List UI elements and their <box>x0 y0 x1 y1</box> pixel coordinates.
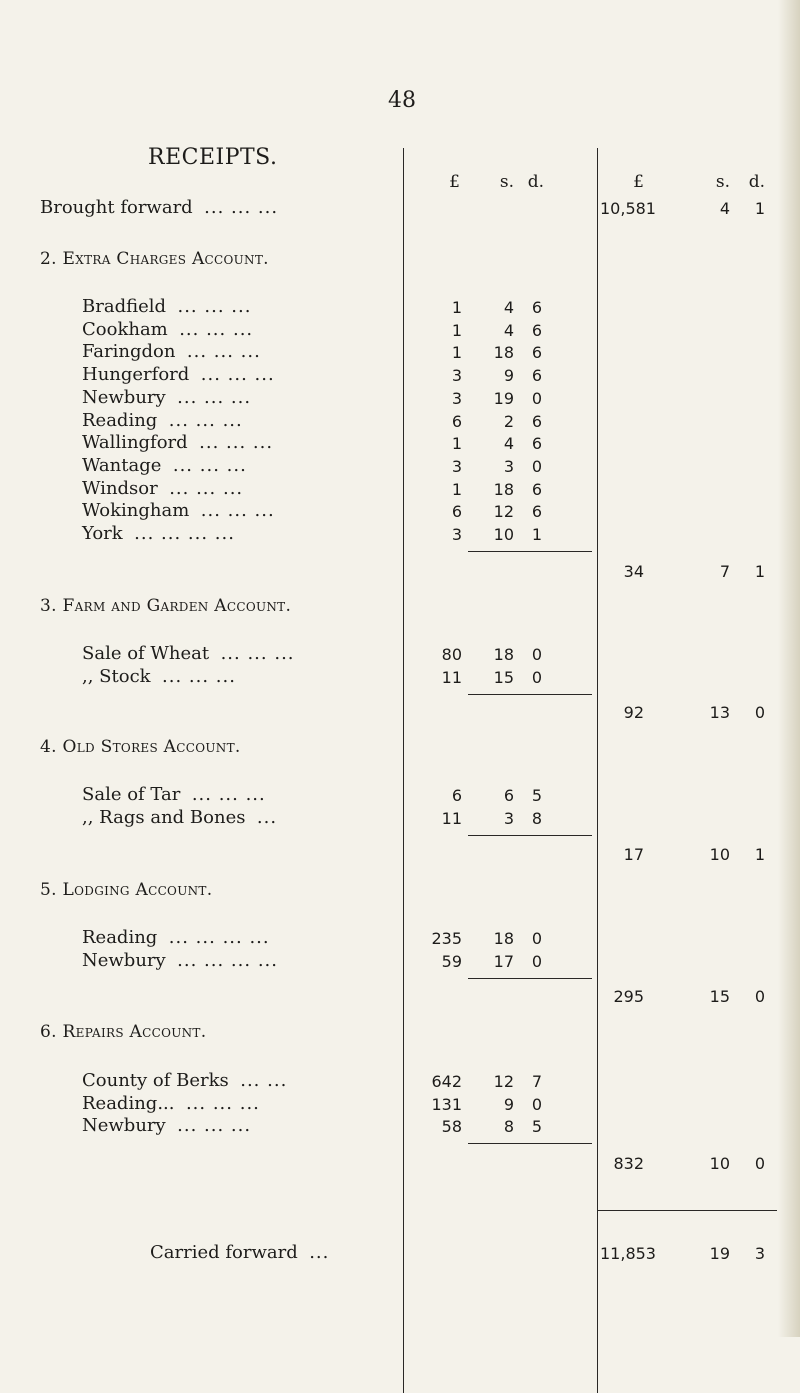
ledger-row <box>82 432 273 453</box>
ledger-row-label: County of Berks <box>82 1070 229 1091</box>
section-title-text: Farm and Garden Account. <box>62 596 292 616</box>
ledger-row-amount-pence: 6 <box>531 480 542 499</box>
ledger-row-amount-pounds: 1 <box>451 298 462 317</box>
ledger-row-leader-dots: ... ... ... ... <box>177 950 278 971</box>
ledger-row-amount-pence: 6 <box>531 412 542 431</box>
ledger-row <box>82 364 275 385</box>
ledger-row-label: Sale of Wheat <box>82 643 210 664</box>
ledger-row-amount-pence: 6 <box>531 321 542 340</box>
section-number: 3. <box>40 596 57 616</box>
ledger-row-label: Wallingford <box>82 432 188 453</box>
brought-forward-total-pounds: 10,581 <box>600 199 656 218</box>
brought-forward-total-pence: 1 <box>754 199 765 218</box>
section-total-pence: 0 <box>754 987 765 1006</box>
section-total-pence: 0 <box>754 703 765 722</box>
ledger-row-amount-pounds: 11 <box>441 668 462 687</box>
ledger-row-amount-pence: 0 <box>531 929 542 948</box>
ledger-row-amount-pounds: 6 <box>451 412 462 431</box>
ledger-row-amount-pounds: 3 <box>451 457 462 476</box>
ledger-row-label: Faringdon <box>82 341 176 362</box>
ledger-row-amount-shillings: 18 <box>493 929 514 948</box>
ledger-row <box>82 410 243 431</box>
ledger-row-label: ,, Stock <box>82 666 151 687</box>
ledger-row-label: Newbury <box>82 387 166 408</box>
ledger-row-amount-pounds: 1 <box>451 434 462 453</box>
ledger-row-leader-dots: ... ... ... <box>177 1115 252 1136</box>
ledger-row-amount-shillings: 2 <box>503 412 514 431</box>
ledger-row-label: Wantage <box>82 455 162 476</box>
ledger-row-amount-pounds: 131 <box>431 1095 462 1114</box>
section-title-4 <box>40 737 241 757</box>
section-title-3 <box>40 596 291 616</box>
ledger-row-amount-pounds: 1 <box>451 480 462 499</box>
subtotal-rule <box>468 551 592 552</box>
section-title-5 <box>40 880 212 900</box>
ledger-row <box>82 807 277 828</box>
carried-forward-row-label: Carried forward <box>150 1242 298 1263</box>
ledger-row-amount-pence: 0 <box>531 952 542 971</box>
inner-pounds-header: £ <box>449 172 460 192</box>
ledger-row-amount-pounds: 235 <box>431 929 462 948</box>
ledger-row-leader-dots: ... ... ... <box>220 643 295 664</box>
carried-forward-total-pence: 3 <box>754 1244 765 1263</box>
section-total-pounds: 17 <box>623 845 644 864</box>
ledger-row-amount-pounds: 11 <box>441 809 462 828</box>
ledger-row <box>82 296 251 317</box>
carried-forward-total-pounds: 11,853 <box>600 1244 656 1263</box>
ledger-row-label: Sale of Tar <box>82 784 181 805</box>
ledger-row-leader-dots: ... ... ... <box>177 387 252 408</box>
ledger-row-amount-shillings: 12 <box>493 502 514 521</box>
ledger-row-leader-dots: ... ... ... <box>185 1093 260 1114</box>
section-total-shillings: 7 <box>719 562 730 581</box>
ledger-row-amount-pence: 0 <box>531 645 542 664</box>
ledger-row <box>82 523 235 544</box>
inner-column-rule <box>403 148 404 1393</box>
ledger-row-amount-pence: 6 <box>531 366 542 385</box>
ledger-row-leader-dots: ... ... ... <box>200 500 275 521</box>
ledger-row-amount-shillings: 4 <box>503 434 514 453</box>
ledger-row-amount-pounds: 6 <box>451 786 462 805</box>
ledger-row <box>82 784 266 805</box>
ledger-row <box>82 643 295 664</box>
section-title-2 <box>40 249 269 269</box>
subtotal-rule <box>468 1143 592 1144</box>
ledger-row-leader-dots: ... ... ... ... <box>168 927 270 948</box>
page-edge-shading <box>778 0 800 1337</box>
ledger-row-leader-dots: ... ... ... <box>162 666 236 687</box>
ledger-row-amount-pence: 0 <box>531 668 542 687</box>
section-total-pounds: 832 <box>613 1154 644 1173</box>
section-number: 6. <box>40 1022 57 1042</box>
ledger-row-amount-pounds: 80 <box>441 645 462 664</box>
ledger-row <box>82 666 236 687</box>
ledger-row-amount-shillings: 12 <box>493 1072 514 1091</box>
ledger-row-amount-shillings: 10 <box>493 525 514 544</box>
ledger-row-amount-shillings: 19 <box>493 389 514 408</box>
carried-forward-row-leader-dots: ... <box>309 1242 330 1263</box>
section-total-pence: 1 <box>754 562 765 581</box>
section-title-6 <box>40 1022 206 1042</box>
ledger-row-label: Reading <box>82 410 158 431</box>
ledger-row-label: Windsor <box>82 478 158 499</box>
ledger-row-amount-pence: 6 <box>531 434 542 453</box>
ledger-row-amount-pence: 6 <box>531 298 542 317</box>
ledger-row-leader-dots: ... ... ... <box>177 296 252 317</box>
outer-shillings-header: s. <box>715 172 730 192</box>
section-total-shillings: 15 <box>709 987 730 1006</box>
ledger-row-leader-dots: ... ... ... <box>186 341 261 362</box>
ledger-row-leader-dots: ... ... ... <box>168 410 243 431</box>
ledger-row-label: York <box>82 523 123 544</box>
section-total-shillings: 10 <box>709 1154 730 1173</box>
ledger-row-label: Reading <box>82 927 158 948</box>
section-number: 5. <box>40 880 57 900</box>
section-number: 2. <box>40 249 57 269</box>
ledger-row-leader-dots: ... ... ... <box>191 784 266 805</box>
subtotal-rule <box>468 978 592 979</box>
ledger-row-amount-shillings: 18 <box>493 343 514 362</box>
ledger-row-label: Bradfield <box>82 296 167 317</box>
brought-forward-row-leader-dots: ... ... ... <box>204 197 279 218</box>
ledger-row-amount-pounds: 1 <box>451 321 462 340</box>
ledger-row-amount-pounds: 58 <box>441 1117 462 1136</box>
ledger-row-leader-dots: ... ... <box>240 1070 288 1091</box>
ledger-row-amount-shillings: 4 <box>503 321 514 340</box>
ledger-row-amount-shillings: 4 <box>503 298 514 317</box>
page-number: 48 <box>388 88 416 113</box>
outer-pounds-header: £ <box>633 172 644 192</box>
grand-total-rule <box>597 1210 777 1211</box>
ledger-row-amount-pounds: 6 <box>451 502 462 521</box>
carried-forward-total-shillings: 19 <box>709 1244 730 1263</box>
ledger-row-leader-dots: ... ... ... <box>200 364 275 385</box>
ledger-row-amount-pounds: 3 <box>451 366 462 385</box>
carried-forward-row <box>150 1242 329 1263</box>
ledger-row-amount-shillings: 15 <box>493 668 514 687</box>
ledger-row-amount-pence: 8 <box>531 809 542 828</box>
ledger-row-leader-dots: ... ... ... <box>179 319 254 340</box>
ledger-row-amount-shillings: 9 <box>503 366 514 385</box>
subtotal-rule <box>468 694 592 695</box>
section-title-text: Repairs Account. <box>62 1022 207 1042</box>
ledger-row-amount-pence: 6 <box>531 502 542 521</box>
section-total-shillings: 13 <box>709 703 730 722</box>
section-total-pence: 0 <box>754 1154 765 1173</box>
ledger-row-amount-shillings: 18 <box>493 645 514 664</box>
ledger-row-amount-shillings: 8 <box>503 1117 514 1136</box>
ledger-row-amount-pounds: 642 <box>431 1072 462 1091</box>
ledger-row-amount-pence: 0 <box>531 1095 542 1114</box>
ledger-row-amount-pounds: 3 <box>451 389 462 408</box>
outer-column-rule <box>597 148 598 1393</box>
ledger-row-amount-pence: 0 <box>531 457 542 476</box>
ledger-row-label: Newbury <box>82 1115 166 1136</box>
subtotal-rule <box>468 835 592 836</box>
ledger-row <box>82 500 275 521</box>
ledger-row-amount-pence: 6 <box>531 343 542 362</box>
ledger-row-label: Reading... <box>82 1093 175 1114</box>
ledger-row-amount-shillings: 3 <box>503 457 514 476</box>
ledger-row-leader-dots: ... ... ... <box>169 478 244 499</box>
ledger-row <box>82 1115 251 1136</box>
ledger-row <box>82 1070 287 1091</box>
ledger-row-amount-pence: 0 <box>531 389 542 408</box>
ledger-row-leader-dots: ... ... ... ... <box>134 523 235 544</box>
ledger-row-amount-pence: 1 <box>531 525 542 544</box>
page-heading: RECEIPTS. <box>148 145 278 170</box>
ledger-row-amount-shillings: 3 <box>503 809 514 828</box>
ledger-row-label: Wokingham <box>82 500 190 521</box>
outer-pence-header: d. <box>748 172 765 192</box>
ledger-row-label: Newbury <box>82 950 166 971</box>
ledger-row-leader-dots: ... <box>256 807 278 828</box>
section-total-shillings: 10 <box>709 845 730 864</box>
brought-forward-row <box>40 197 278 218</box>
section-total-pounds: 295 <box>613 987 644 1006</box>
ledger-row-amount-pounds: 3 <box>451 525 462 544</box>
ledger-row <box>82 387 251 408</box>
ledger-row-label: ,, Rags and Bones <box>82 807 246 828</box>
brought-forward-row-label: Brought forward <box>40 197 193 218</box>
ledger-row-leader-dots: ... ... ... <box>199 432 274 453</box>
ledger-row <box>82 319 253 340</box>
ledger-row <box>82 1093 260 1114</box>
ledger-row-label: Cookham <box>82 319 168 340</box>
ledger-row-amount-pence: 5 <box>531 786 542 805</box>
inner-shillings-header: s. <box>499 172 514 192</box>
ledger-row-amount-pence: 5 <box>531 1117 542 1136</box>
ledger-row-amount-pence: 7 <box>531 1072 542 1091</box>
section-title-text: Extra Charges Account. <box>62 249 269 269</box>
ledger-row-amount-shillings: 18 <box>493 480 514 499</box>
ledger-row-label: Hungerford <box>82 364 190 385</box>
ledger-row-amount-shillings: 9 <box>503 1095 514 1114</box>
ledger-row-amount-pounds: 1 <box>451 343 462 362</box>
section-number: 4. <box>40 737 57 757</box>
section-total-pounds: 34 <box>623 562 644 581</box>
inner-pence-header: d. <box>527 172 544 192</box>
ledger-row <box>82 455 247 476</box>
section-title-text: Lodging Account. <box>62 880 213 900</box>
ledger-row <box>82 927 270 948</box>
ledger-row-amount-shillings: 6 <box>503 786 514 805</box>
section-total-pence: 1 <box>754 845 765 864</box>
ledger-row <box>82 478 243 499</box>
section-total-pounds: 92 <box>623 703 644 722</box>
ledger-row <box>82 950 278 971</box>
ledger-row-amount-shillings: 17 <box>493 952 514 971</box>
ledger-row-amount-pounds: 59 <box>441 952 462 971</box>
ledger-row-leader-dots: ... ... ... <box>172 455 247 476</box>
section-title-text: Old Stores Account. <box>62 737 241 757</box>
ledger-row <box>82 341 261 362</box>
brought-forward-total-shillings: 4 <box>719 199 730 218</box>
